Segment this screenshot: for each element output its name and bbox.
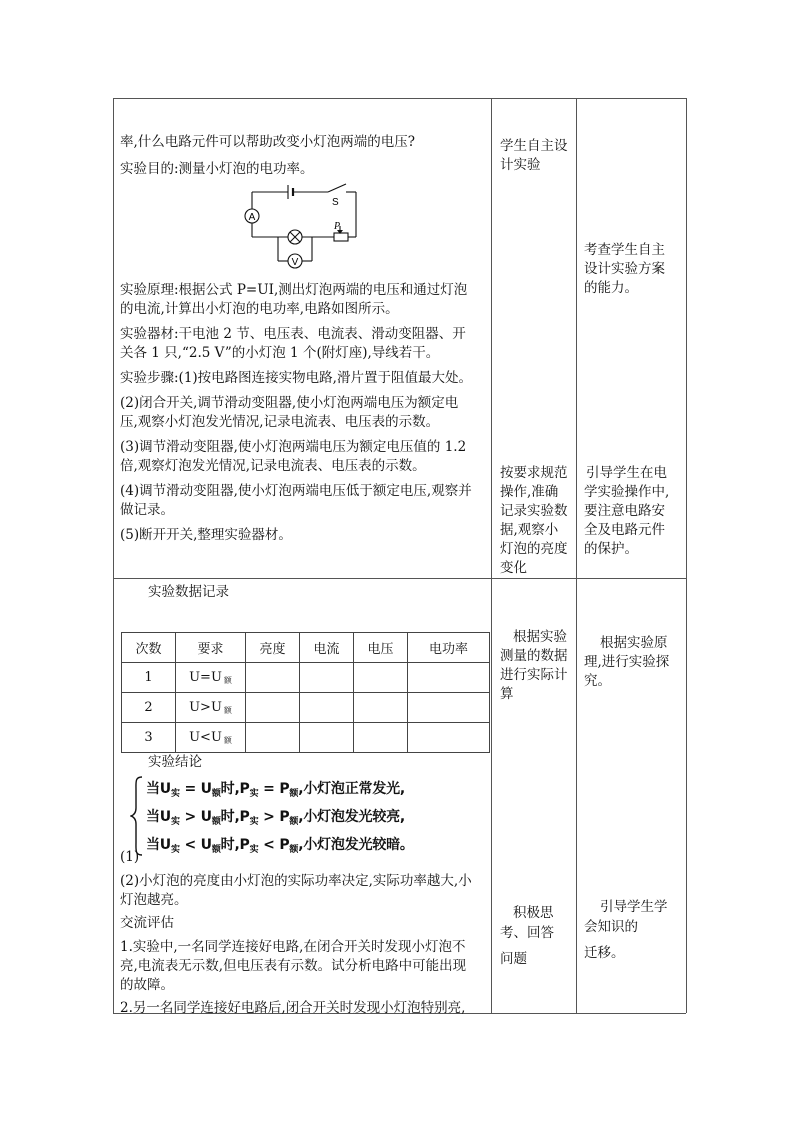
slider-label: P xyxy=(334,221,341,232)
question-2-line-1: 2.另一名同学连接好电路后,闭合开关时发现小灯泡特别亮, xyxy=(120,1000,466,1016)
frame-right xyxy=(686,98,687,1013)
row-divider xyxy=(113,578,686,579)
conclusion-number: (1) xyxy=(120,849,140,865)
rheostat-icon xyxy=(334,233,348,241)
table-row xyxy=(122,693,490,723)
question-1-line-1: 1.实验中,一名同学连接好电路,在闭合开关时发现小灯泡不 xyxy=(120,939,466,955)
header-cell: 电流 xyxy=(300,633,354,663)
design-intent-3: 根据实验原 理,进行实验探 究。 xyxy=(584,635,670,689)
question-1-line-3: 的故障。 xyxy=(120,977,174,993)
step-1: 实验步骤:(1)按电路图连接实物电路,滑片置于阻值最大处。 xyxy=(120,370,472,386)
empty-cell xyxy=(300,723,354,753)
row-number: 3 xyxy=(122,723,176,753)
step-4-line-2: 做记录。 xyxy=(120,502,174,518)
requirement-subscript: 额 xyxy=(223,705,232,715)
header-cell: 要求 xyxy=(176,633,246,663)
experiment-purpose: 实验目的:测量小灯泡的电功率。 xyxy=(120,161,314,177)
data-table xyxy=(121,632,490,753)
table-row xyxy=(122,723,490,753)
header-cell: 次数 xyxy=(122,633,176,663)
column-divider-2 xyxy=(576,98,577,1013)
step-2-line-1: (2)闭合开关,调节滑动变阻器,使小灯泡两端电压为额定电 xyxy=(120,395,459,411)
step-5: (5)断开开关,整理实验器材。 xyxy=(120,527,292,543)
equipment-line-2: 关各 1 只,“2.5 V”的小灯泡 1 个(附灯座),导线若干。 xyxy=(120,345,440,361)
requirement-text: U<U xyxy=(189,729,222,745)
student-activity-4: 积极思 考、回答 问题 xyxy=(500,905,554,967)
empty-cell xyxy=(354,663,408,693)
brace-icon xyxy=(130,776,144,856)
empty-cell xyxy=(408,723,490,753)
step-3-line-1: (3)调节滑动变阻器,使小灯泡两端电压为额定电压值的 1.2 xyxy=(120,439,467,455)
column-divider-1 xyxy=(491,98,492,1013)
row-requirement xyxy=(176,723,246,753)
equipment-line-1: 实验器材:干电池 2 节、电压表、电流表、滑动变阻器、开 xyxy=(120,326,466,342)
header-cell: 电功率 xyxy=(408,633,490,663)
circuit-diagram xyxy=(238,180,368,276)
ammeter-label: A xyxy=(248,212,256,223)
empty-cell xyxy=(246,723,300,753)
row-requirement xyxy=(176,663,246,693)
empty-cell xyxy=(408,663,490,693)
voltmeter-label: V xyxy=(291,257,299,268)
empty-cell xyxy=(300,693,354,723)
row-requirement xyxy=(176,693,246,723)
exchange-title: 交流评估 xyxy=(120,915,174,931)
empty-cell xyxy=(408,693,490,723)
conclusion-2-line-2: 灯泡越亮。 xyxy=(120,892,188,908)
student-activity-1: 学生自主设 计实验 xyxy=(500,138,568,173)
intro-line: 率,什么电路元件可以帮助改变小灯泡两端的电压? xyxy=(120,134,416,150)
conclusion-line-3: 当$U_实 < U_额$时$,P_实 < P_额$,小灯泡发光较暗。 xyxy=(146,837,414,855)
header-cell: 亮度 xyxy=(246,633,300,663)
row-number: 2 xyxy=(122,693,176,723)
requirement-subscript: 额 xyxy=(223,735,232,745)
conclusion-title: 实验结论 xyxy=(148,754,202,770)
row-number: 1 xyxy=(122,663,176,693)
conclusion-line-1: 当$U_实 = U_额$时$,P_实 = P_额$,小灯泡正常发光, xyxy=(146,781,406,799)
table-header-row xyxy=(122,633,490,663)
requirement-subscript: 额 xyxy=(223,675,232,685)
record-title: 实验数据记录 xyxy=(148,584,229,600)
principle-line-2: 的电流,计算出小灯泡的电功率,电路如图所示。 xyxy=(120,301,399,317)
header-cell: 电压 xyxy=(354,633,408,663)
requirement-text: U>U xyxy=(189,699,222,715)
student-activity-2: 按要求规范 操作,准确 记录实验数 据,观察小 灯泡的亮度 变化 xyxy=(500,465,568,576)
design-intent-4: 引导学生学 会知识的 迁移。 xyxy=(584,899,668,961)
design-intent-1: 考查学生自主 设计实验方案 的能力。 xyxy=(584,242,665,296)
principle-line-1: 实验原理:根据公式 P=UI,测出灯泡两端的电压和通过灯泡 xyxy=(120,282,468,298)
empty-cell xyxy=(300,663,354,693)
conclusion-line-2: 当$U_实 > U_额$时$,P_实 > P_额$,小灯泡发光较亮, xyxy=(146,809,406,827)
step-4-line-1: (4)调节滑动变阻器,使小灯泡两端电压低于额定电压,观察并 xyxy=(120,483,472,499)
conclusion-2-line-1: (2)小灯泡的亮度由小灯泡的实际功率决定,实际功率越大,小 xyxy=(120,873,472,889)
empty-cell xyxy=(354,723,408,753)
student-activity-3: 根据实验 测量的数据 进行实际计 算 xyxy=(500,629,568,702)
table-row xyxy=(122,663,490,693)
frame-left xyxy=(113,98,114,1013)
step-2-line-2: 压,观察小灯泡发光情况,记录电流表、电压表的示数。 xyxy=(120,414,440,430)
switch-label: S xyxy=(332,197,339,208)
empty-cell xyxy=(354,693,408,723)
lamp-icon xyxy=(288,230,302,244)
empty-cell xyxy=(246,693,300,723)
design-intent-2: 引导学生在电 学实验操作中, 要注意电路安 全及电路元件 的保护。 xyxy=(584,465,670,557)
empty-cell xyxy=(246,663,300,693)
requirement-text: U=U xyxy=(189,669,222,685)
question-1-line-2: 亮,电流表无示数,但电压表有示数。试分析电路中可能出现 xyxy=(120,958,467,974)
step-3-line-2: 倍,观察灯泡发光情况,记录电流表、电压表的示数。 xyxy=(120,458,426,474)
frame-top xyxy=(113,98,686,99)
